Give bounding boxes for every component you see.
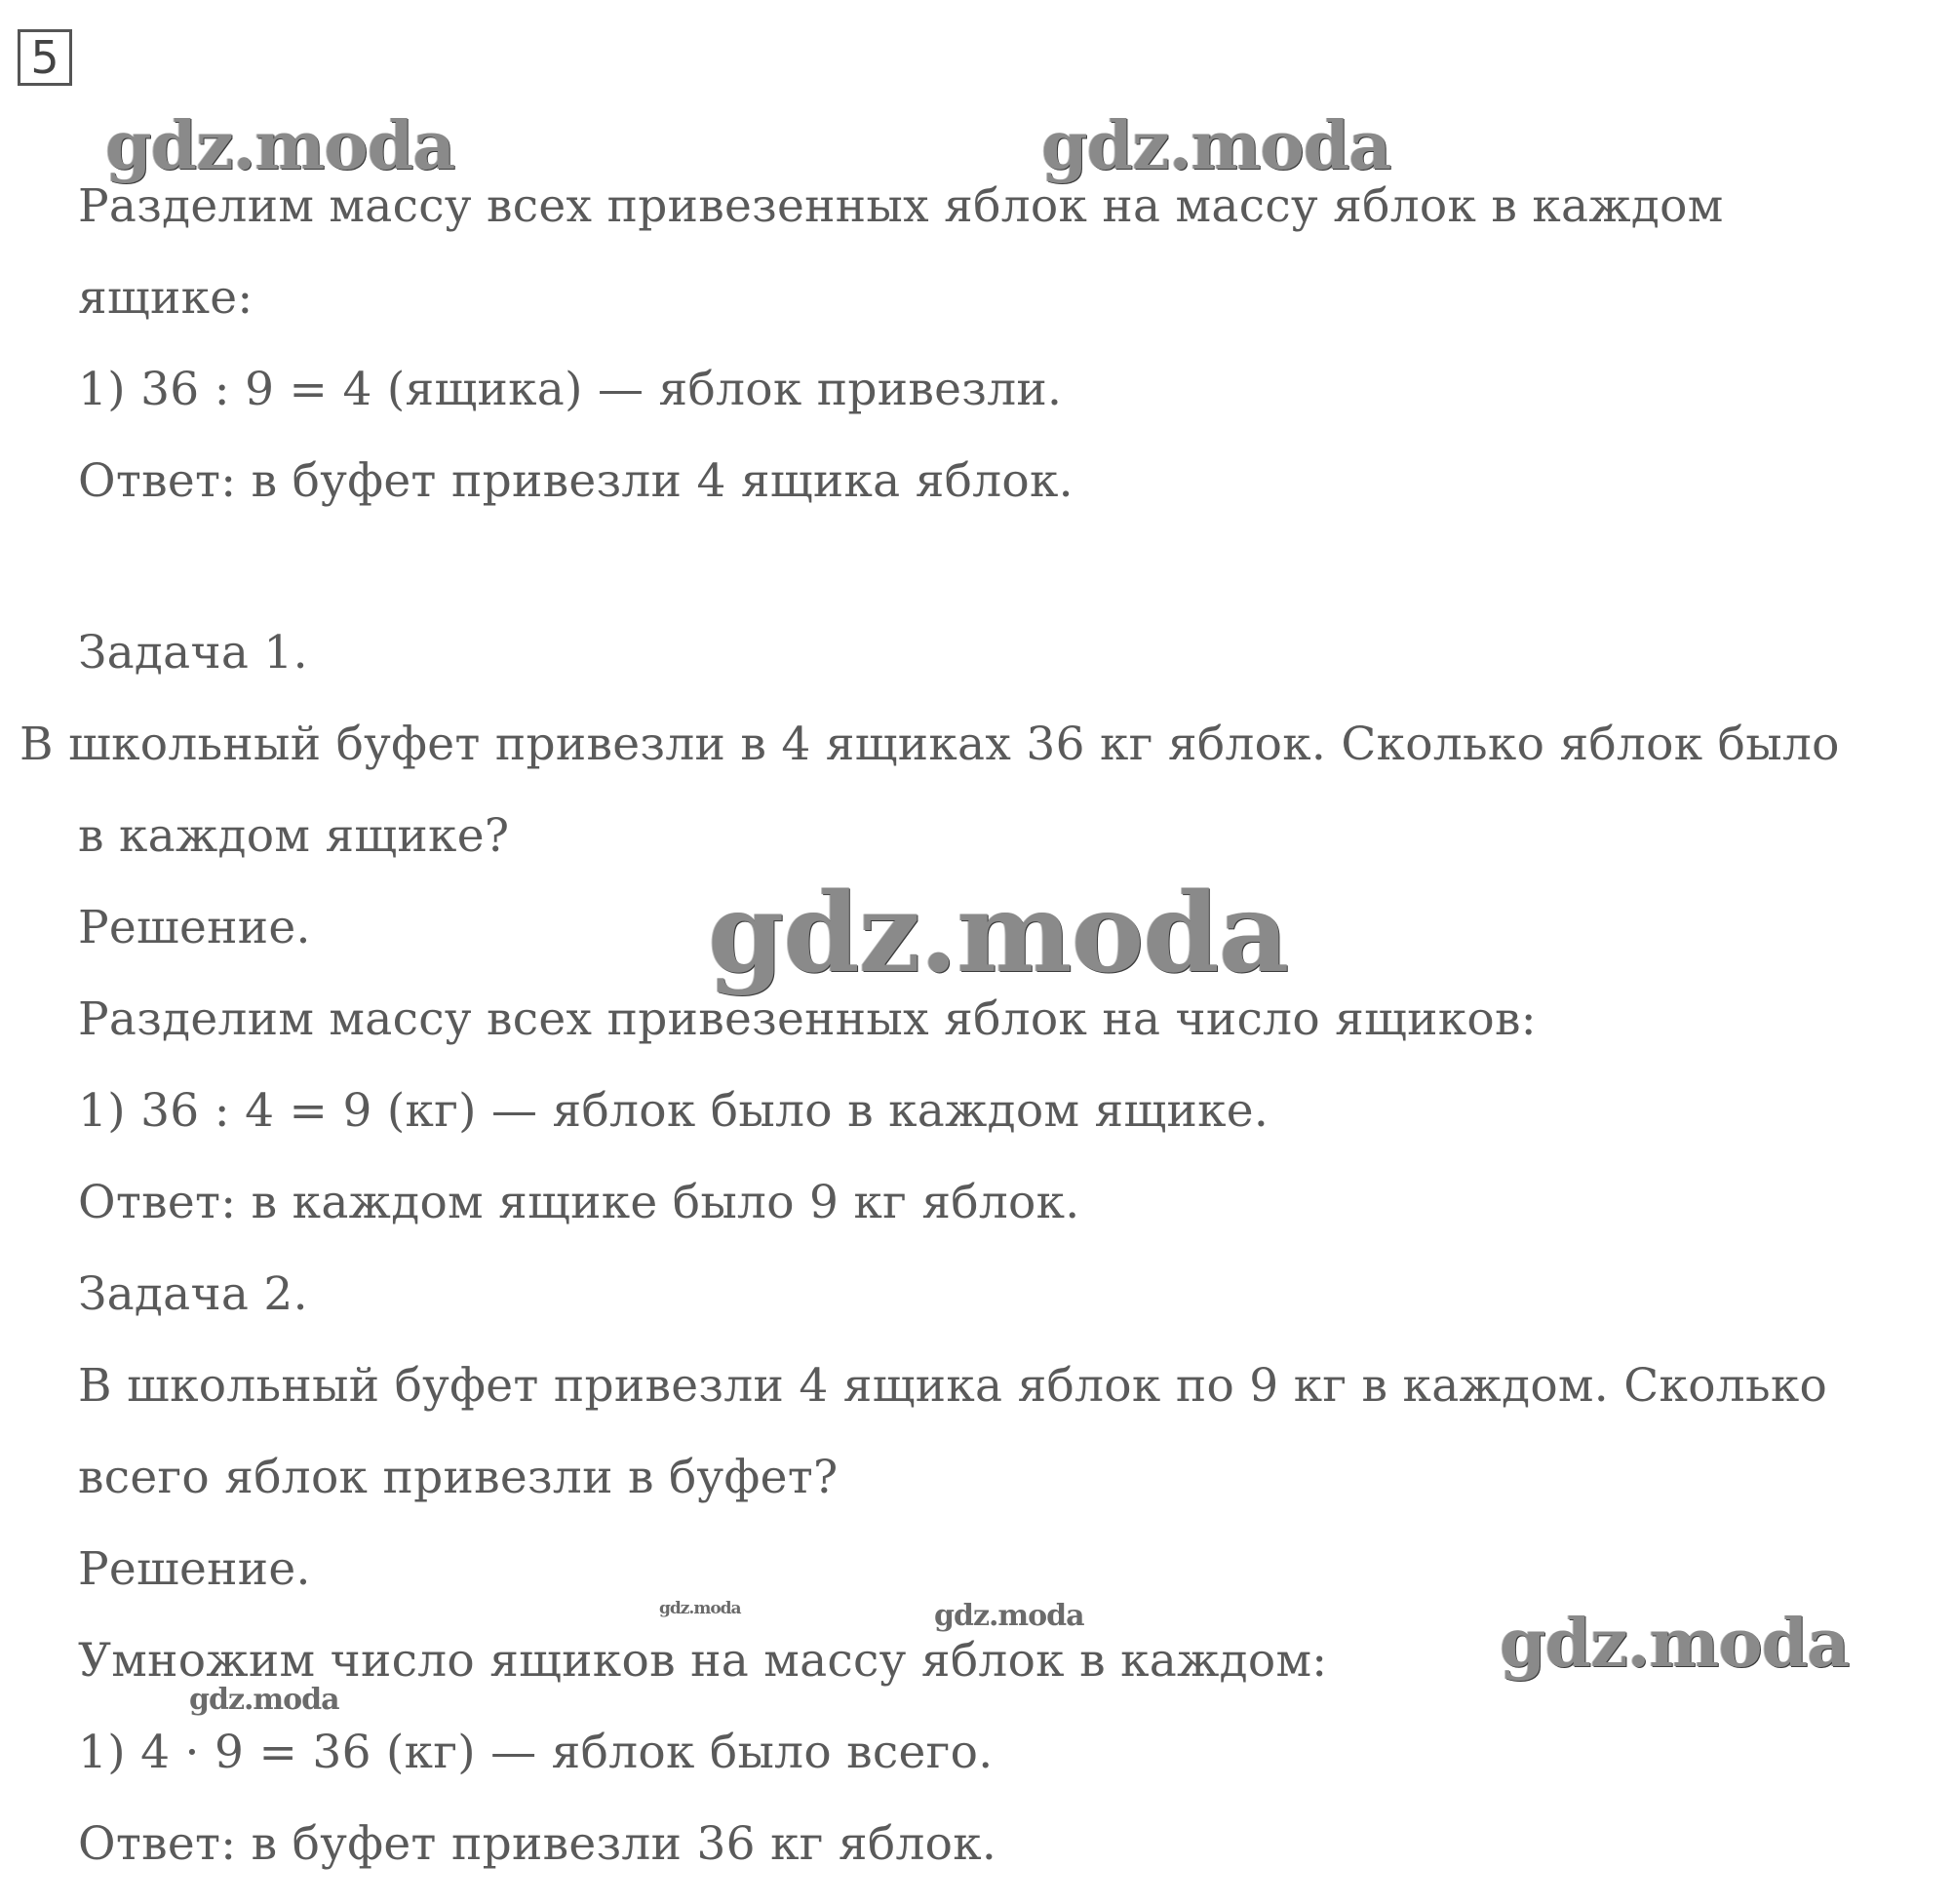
watermark-logo: gdz.moda (1041, 107, 1391, 185)
task-number-badge: 5 (18, 29, 72, 86)
task-1-condition-line-2: в каждом ящике? (78, 809, 510, 863)
watermark-logo: gdz.moda (1500, 1605, 1850, 1683)
task-1-explanation: Разделим массу всех привезенных яблок на число ящиков: (78, 992, 1537, 1046)
task-2-solution-heading: Решение. (78, 1542, 311, 1596)
watermark-logo: gdz.moda (105, 107, 455, 185)
task-2-condition-line-1: В школьный буфет привезли 4 ящика яблок по 9 кг в каждом. Сколько (78, 1359, 1828, 1413)
text-line-3: 1) 36 : 9 = 4 (ящика) — яблок привезли. (78, 363, 1063, 416)
task-2-explanation: Умножим число ящиков на массу яблок в каждом: (78, 1634, 1328, 1688)
text-line-1: Разделим массу всех привезенных яблок на массу яблок в каждом (78, 179, 1724, 233)
task-1-heading: Задача 1. (78, 626, 308, 680)
task-1-calculation: 1) 36 : 4 = 9 (кг) — яблок было в каждом ящике. (78, 1084, 1269, 1138)
watermark-logo: gdz.moda (708, 870, 1289, 997)
task-2-calculation: 1) 4 · 9 = 36 (кг) — яблок было всего. (78, 1726, 994, 1779)
watermark-logo: gdz.moda (189, 1683, 339, 1717)
text-line-2: ящике: (78, 271, 254, 325)
watermark-logo: gdz.moda (934, 1599, 1084, 1633)
watermark-logo: gdz.moda (659, 1599, 741, 1618)
task-2-answer: Ответ: в буфет привезли 36 кг яблок. (78, 1817, 997, 1871)
text-line-4: Ответ: в буфет привезли 4 ящика яблок. (78, 454, 1074, 508)
task-1-solution-heading: Решение. (78, 901, 311, 954)
task-1-condition-line-1: В школьный буфет привезли в 4 ящиках 36 кг яблок. Сколько яблок было (20, 718, 1840, 771)
task-2-heading: Задача 2. (78, 1267, 308, 1321)
task-1-answer: Ответ: в каждом ящике было 9 кг яблок. (78, 1176, 1080, 1229)
task-2-condition-line-2: всего яблок привезли в буфет? (78, 1451, 839, 1504)
